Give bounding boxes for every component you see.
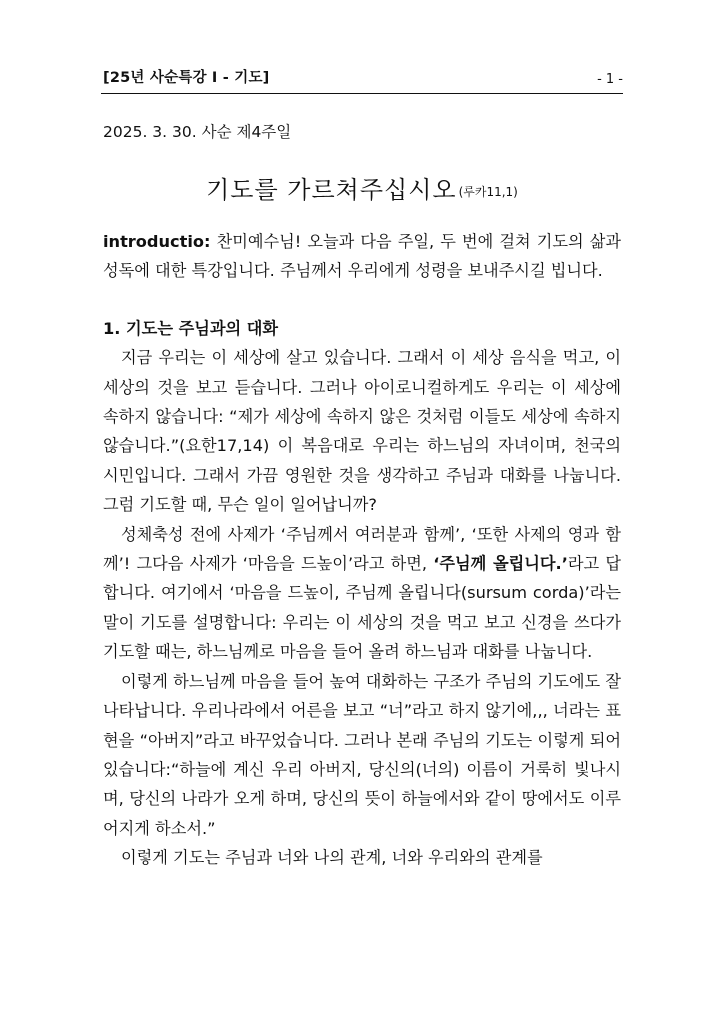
title-reference: (루카11,1): [458, 185, 518, 199]
title-main: 기도를 가르쳐주십시오: [206, 176, 457, 204]
paragraph-2-bold-response: ‘주님께 올립니다.’: [433, 554, 568, 574]
body-paragraph-2: [103, 520, 621, 667]
document-body: [103, 227, 621, 873]
header-title: [25년 사순특강 Ⅰ - 기도]: [103, 70, 270, 86]
body-paragraph-3: 이렇게 하느님께 마음을 들어 높여 대화하는 구조가 주님의 기도에도 잘 나타납니다. 우리나라에서 어른을 보고 “너”라고 하지 않기에,,, 너라는 표현을 “아버지”라고 바꾸었습니다. 그러나 본래 주님의 기도는 이렇게 되어있습니다:“하늘에 계신 우리 아버지, 당신의(너의) 이름이 거룩히 빛나시며, 당신의 나라가 오게 하며, 당신의 뜻이 하늘에서와 같이 땅에서도 이루어지게 하소서.”: [103, 671, 621, 838]
header-divider: [101, 93, 623, 94]
body-paragraph-4: 이렇게 기도는 주님과 너와 나의 관계, 너와 우리와의 관계를: [121, 848, 543, 868]
intro-paragraph: [103, 227, 621, 286]
document-date: 2025. 3. 30. 사순 제4주일: [103, 123, 292, 141]
intro-label: introductio:: [103, 232, 211, 251]
section-heading: 1. 기도는 주님과의 대화: [103, 318, 279, 338]
intro-text: 찬미예수님! 오늘과 다음 주일, 두 번에 걸쳐 기도의 삶과 성독에 대한 특강입니다. 주님께서 우리에게 성령을 보내주시길 빕니다.: [103, 232, 621, 281]
paragraph-2-text-b: 라고 답합니다. 여기에서 ‘마음을 드높이, 주님께 올립니다(sursum corda)’라는 말이 기도를 설명합니다: 우리는 이 세상의 것을 먹고 보고 신경을 쓰다가 기도할 때는, 하느님께로 마음을 들어 올려 하느님과 대화를 나눕니다.: [103, 554, 621, 662]
section-spacer: [103, 286, 621, 314]
document-title: [0, 170, 724, 205]
page-header: [103, 66, 623, 87]
paragraph-2-text-a: 성체축성 전에 사제가 ‘주님께서 여러분과 함께’, ‘또한 사제의 영과 함께’! 그다음 사제가 ‘마음을 드높이’라고 하면,: [103, 524, 621, 574]
page-number: - 1 -: [597, 72, 623, 87]
body-paragraph-1: 지금 우리는 이 세상에 살고 있습니다. 그래서 이 세상 음식을 먹고, 이 세상의 것을 보고 듣습니다. 그러나 아이로니컬하게도 우리는 이 세상에 속하지 않습니다: “제가 세상에 속하지 않은 것처럼 이들도 세상에 속하지 않습니다.”(요한17,14) 이 복음대로 우리는 하느님의 자녀이며, 천국의 시민입니다. 그래서 가끔 영원한 것을 생각하고 주님과 대화를 나눕니다. 그럼 기도할 때, 무슨 일이 일어납니까?: [103, 348, 621, 515]
